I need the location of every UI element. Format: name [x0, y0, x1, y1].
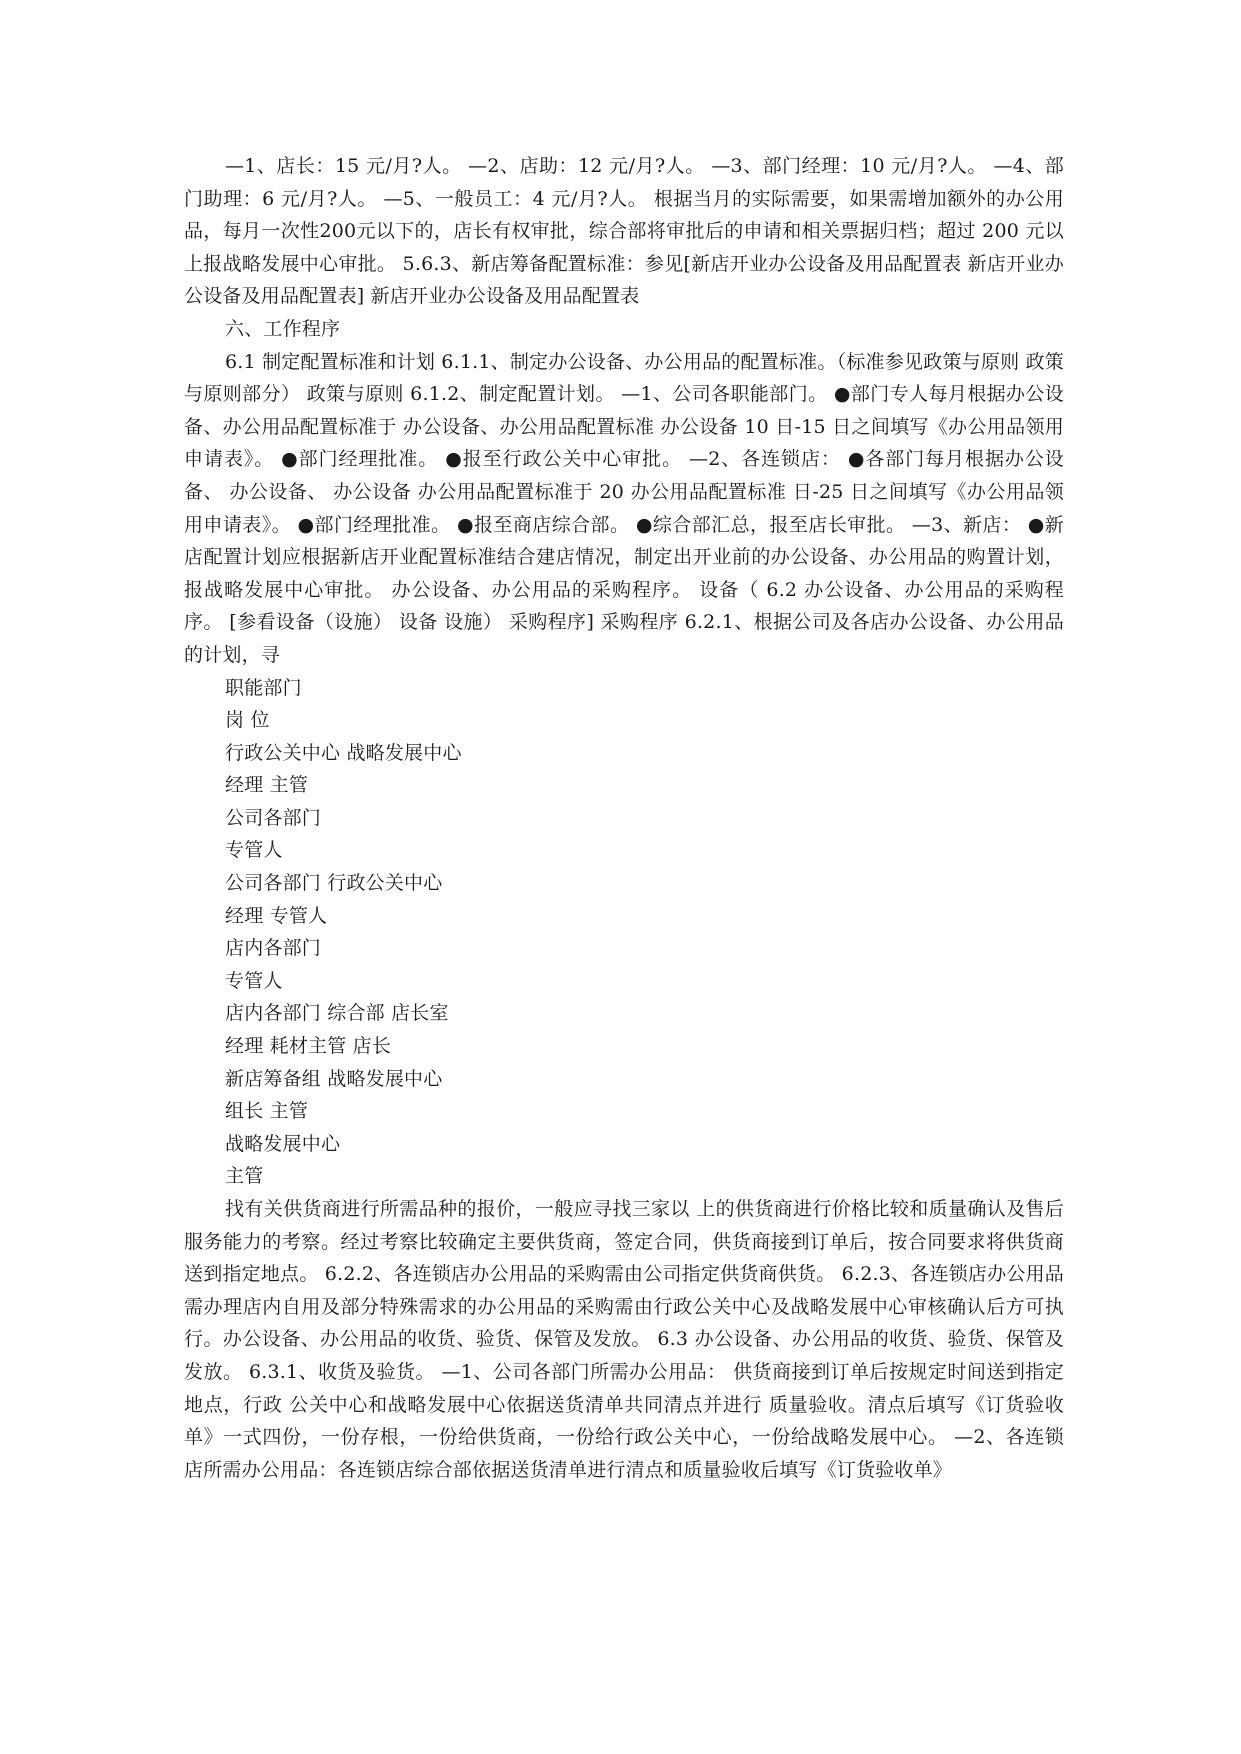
paragraph-procurement-receiving: 找有关供货商进行所需品种的报价，一般应寻找三家以 上的供货商进行价格比较和质量确认及售后服务能力的考察。经过考察比较确定主要供货商，签定合同，供货商接到订单后，按合同要求将供货商送到指定地点。 6.2.2、各连锁店办公用品的采购需由公司指定供货商供货。 6.2.3、各连锁店办公用品需办理店内自用及部分特殊需求的办公用品的采购需由行政公关中心及战略发展中心审核确认后方可执行。办公设备、办公用品的收货、验货、保管及发放。 6.3 办公设备、办公用品的收货、验货、保管及发放。 6.3.1、收货及验货。 —1、公司各部门所需办公用品： 供货商接到订单后按规定时间送到指定地点，行政 公关中心和战略发展中心依据送货清单共同清点并进行 质量验收。清点后填写《订货验收单》一式四份，一份存根，一份给供货商，一份给行政公关中心，一份给战略发展中心。 —2、各连锁店所需办公用品：各连锁店综合部依据送货清单进行清点和质量验收后填写《订货验收单》 — [184, 1198, 1064, 1481]
table-line: 新店筹备组 战略发展中心 — [225, 1067, 443, 1090]
table-line: 岗 位 — [225, 709, 270, 732]
document-body — [184, 150, 1064, 1486]
table-line: 专管人 — [225, 969, 283, 992]
table-line: 行政公关中心 战略发展中心 — [225, 741, 462, 764]
table-line: 经理 主管 — [225, 774, 309, 797]
table-line: 公司各部门 — [225, 806, 322, 829]
table-line: 店内各部门 综合部 店长室 — [225, 1002, 449, 1025]
table-line: 组长 主管 — [225, 1100, 309, 1123]
table-line: 职能部门 — [225, 676, 302, 699]
table-line: 经理 专管人 — [225, 904, 328, 927]
section-heading-procedure: 六、工作程序 — [225, 317, 341, 340]
table-line: 公司各部门 行政公关中心 — [225, 872, 443, 895]
table-line: 经理 耗材主管 店长 — [225, 1035, 392, 1058]
paragraph-standards: —1、店长：15 元/月?人。 —2、店助：12 元/月?人。 —3、部门经理：10 元/月?人。 —4、部门助理：6 元/月?人。 —5、一般员工：4 元/月?人。 根据当月的实际需要，如果需增加额外的办公用品，每月一次性200元以下的，店长有权审批，综合部将审批后的申请和相关票据归档；超过 200 元以上报战略发展中心审批。 5.6.3、新店筹备配置标准：参见[新店开业办公设备及用品配置表 新店开业办公设备及用品配置表] 新店开业办公设备及用品配置表 — [184, 155, 1064, 308]
table-line: 店内各部门 — [225, 937, 322, 960]
table-line: 主管 — [225, 1165, 264, 1188]
responsibility-table-lines — [184, 672, 1064, 1194]
paragraph-config-plan: 6.1 制定配置标准和计划 6.1.1、制定办公设备、办公用品的配置标准。（标准参见政策与原则 政策与原则部分） 政策与原则 6.1.2、制定配置计划。 —1、公司各职能部门。 ●部门专人每月根据办公设备、办公用品配置标准于 办公设备、办公用品配置标准 办公设备 10 日-15 日之间填写《办公用品领用申请表》。 ●部门经理批准。 ●报至行政公关中心审批。 —2、各连锁店： ●各部门每月根据办公设备、 办公设备、 办公设备 办公用品配置标准于 20 办公用品配置标准 日-25 日之间填写《办公用品领用申请表》。 ●部门经理批准。 ●报至商店综合部。 ●综合部汇总，报至店长审批。 —3、新店： ●新店配置计划应根据新店开业配置标准结合建店情况，制定出开业前的办公设备、办公用品的购置计划，报战略发展中心审批。 办公设备、办公用品的采购程序。 设备（ 6.2 办公设备、办公用品的采购程序。 [参看设备（设施） 设备 设施） 采购程序] 采购程序 6.2.1、根据公司及各店办公设备、办公用品的计划，寻 — [184, 350, 1064, 666]
table-line: 战略发展中心 — [225, 1132, 341, 1155]
table-line: 专管人 — [225, 839, 283, 862]
